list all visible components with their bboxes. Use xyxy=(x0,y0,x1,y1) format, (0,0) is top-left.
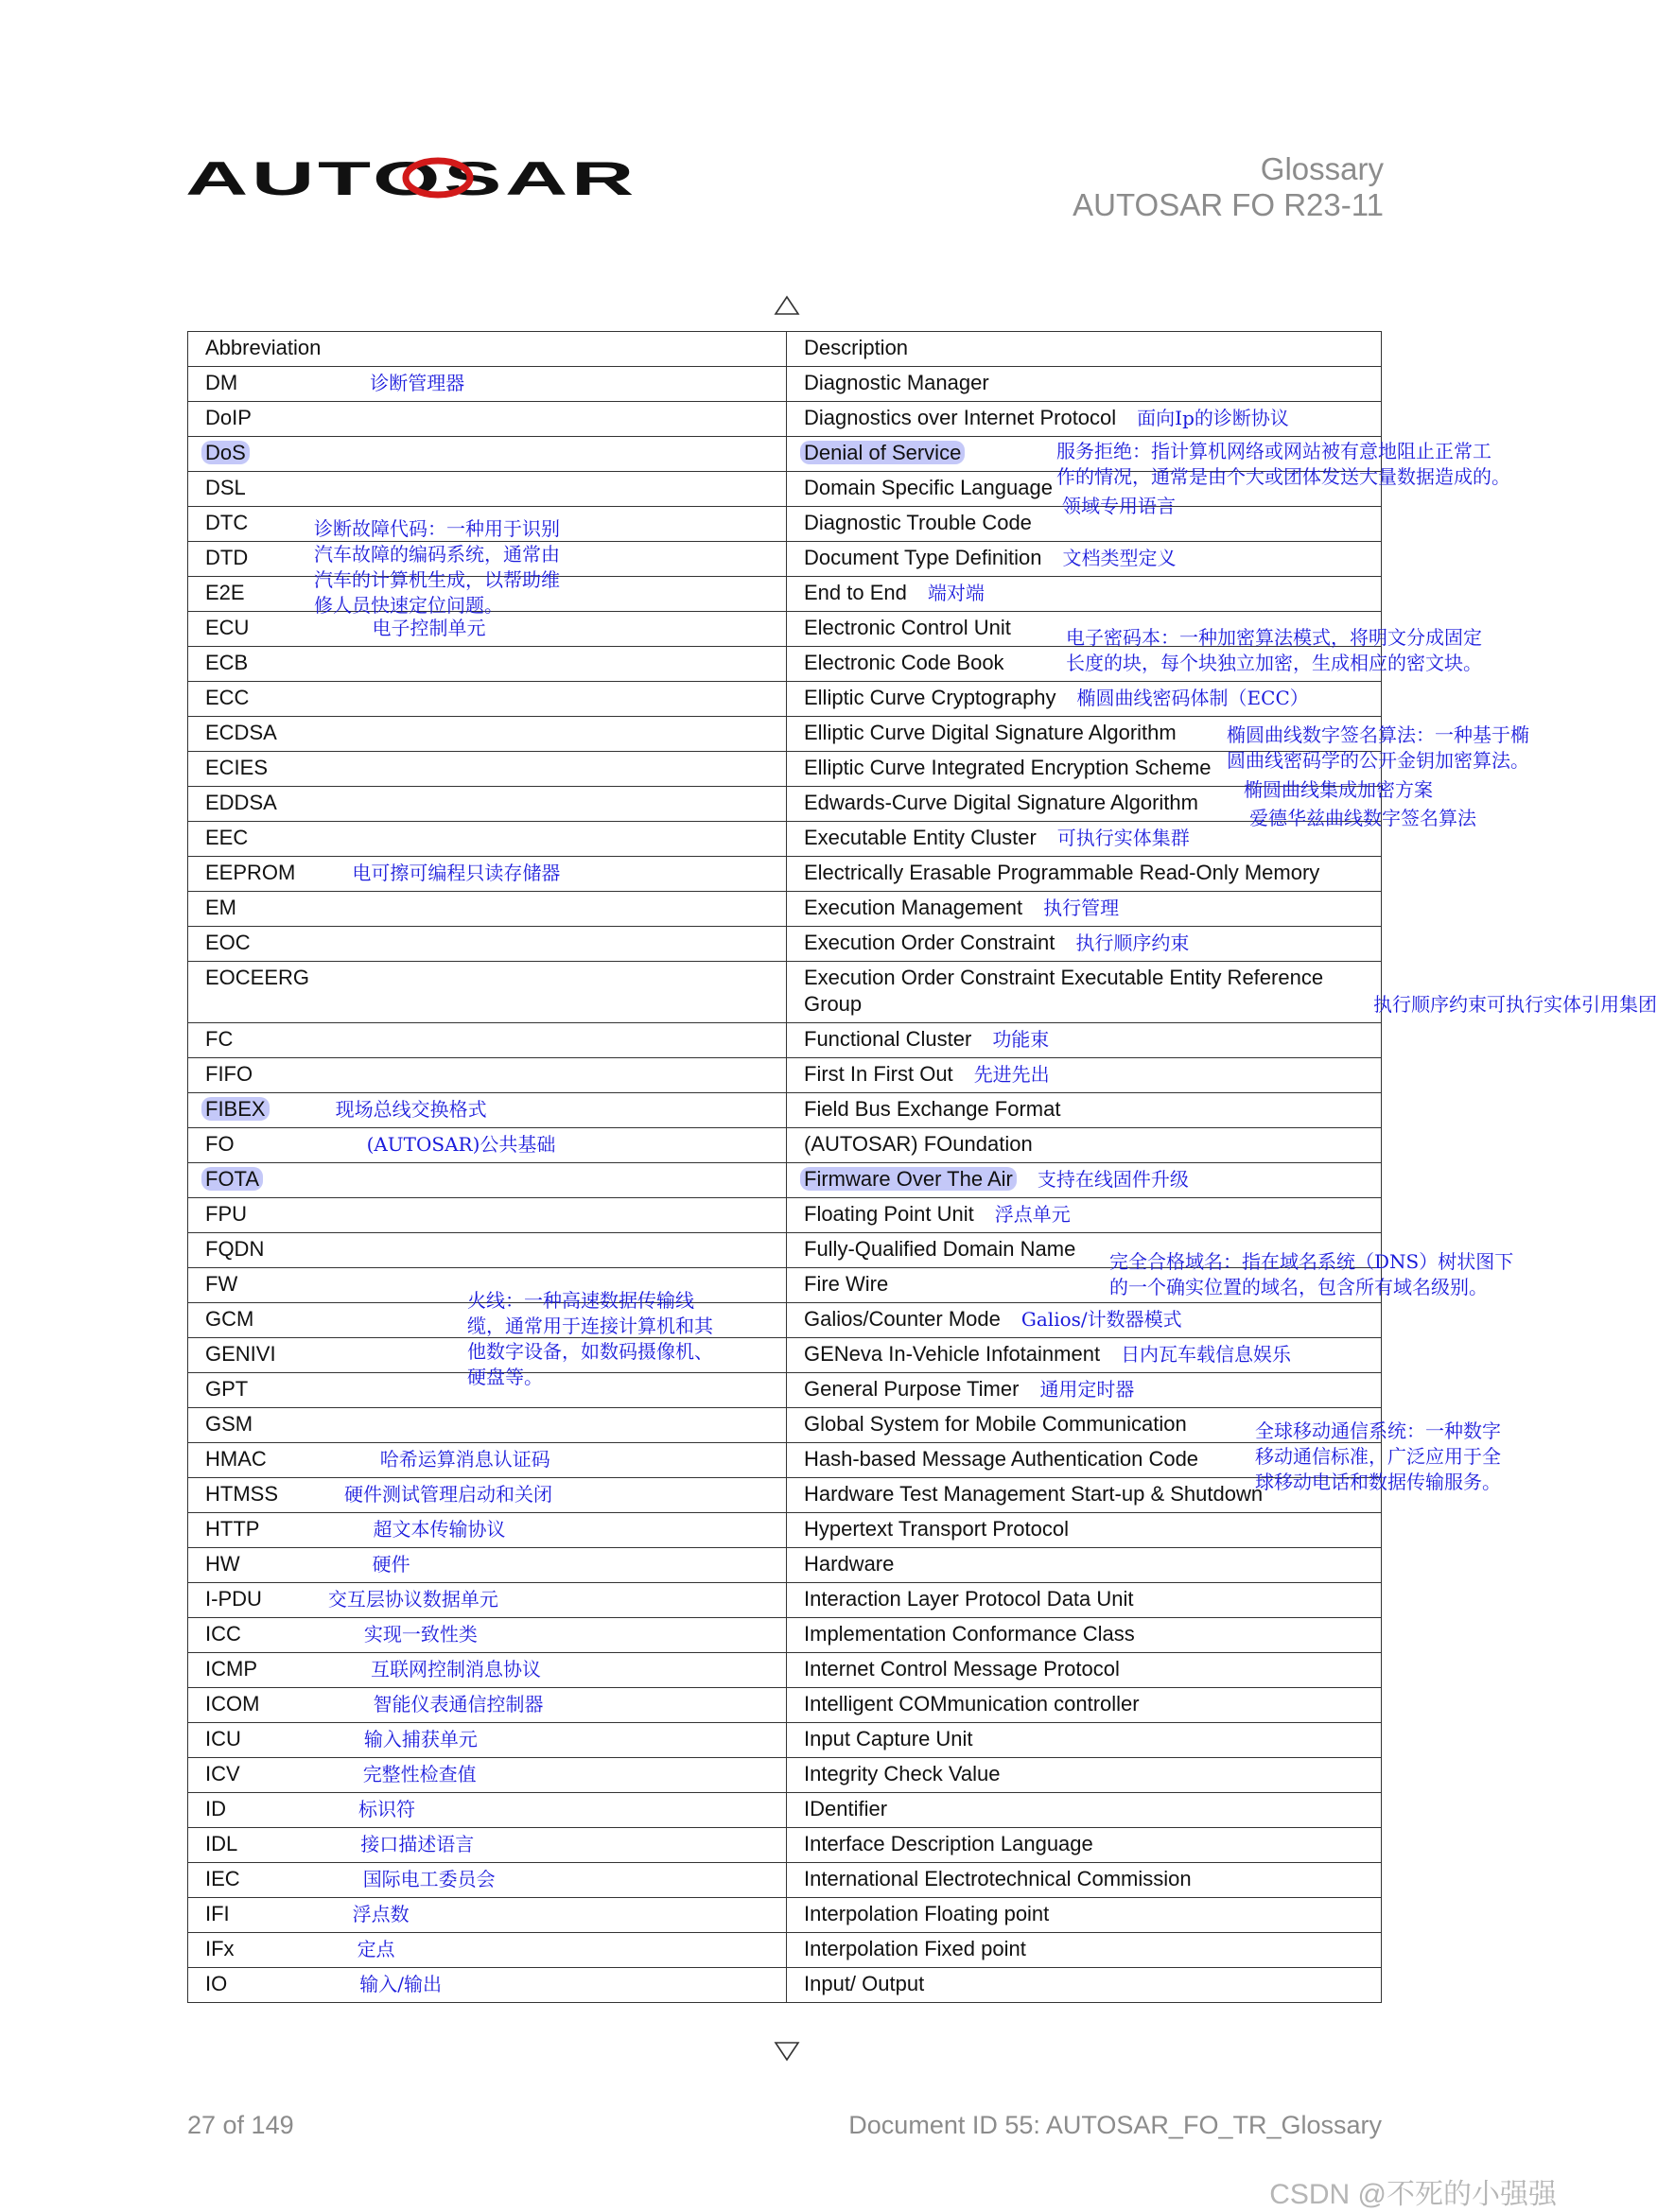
abbreviation-annotation: 输入/输出 xyxy=(359,1973,442,1995)
abbreviation-text: EEC xyxy=(205,826,249,849)
abbreviation-text: ECC xyxy=(205,686,250,709)
abbreviation-text: EDDSA xyxy=(205,791,277,814)
description-text: Electronic Code Book xyxy=(804,651,1004,674)
abbreviation-annotation: 标识符 xyxy=(358,1798,415,1820)
document-id: Document ID 55: AUTOSAR_FO_TR_Glossary xyxy=(848,2111,1382,2139)
triangle-down-icon xyxy=(774,2041,800,2062)
description-text: Interpolation Floating point xyxy=(804,1902,1050,1925)
table-row xyxy=(188,1023,1382,1058)
description-cell xyxy=(787,1548,1382,1583)
abbreviation-text: ECU xyxy=(205,616,250,639)
note-eddsa: 爱德华兹曲线数字签名算法 xyxy=(1249,807,1476,829)
description-cell xyxy=(787,1058,1382,1093)
table-row xyxy=(188,1408,1382,1443)
description-cell xyxy=(787,1513,1382,1548)
description-text: IDentifier xyxy=(804,1797,888,1820)
abbreviation-text: IO xyxy=(205,1972,228,1995)
abbreviation-annotation: 实现一致性类 xyxy=(363,1623,478,1646)
abbreviation-annotation: 国际电工委员会 xyxy=(362,1868,496,1890)
abbreviation-cell xyxy=(188,752,787,787)
abbreviation-cell xyxy=(188,1968,787,2003)
abbreviation-text: ECB xyxy=(205,651,249,674)
description-cell xyxy=(787,927,1382,962)
description-annotation: Galios/计数器模式 xyxy=(1020,1308,1182,1331)
table-row xyxy=(188,717,1382,752)
abbreviation-annotation: 硬件测试管理启动和关闭 xyxy=(344,1483,552,1506)
table-row xyxy=(188,1898,1382,1933)
abbreviation-cell xyxy=(188,1723,787,1758)
abbreviation-cell xyxy=(188,1548,787,1583)
abbreviation-cell xyxy=(188,927,787,962)
description-cell xyxy=(787,1933,1382,1968)
abbreviation-text: IDL xyxy=(205,1832,238,1855)
table-row xyxy=(188,1513,1382,1548)
abbreviation-text: EM xyxy=(205,896,236,919)
table-row xyxy=(188,1443,1382,1478)
description-text: Galios/Counter Mode xyxy=(804,1307,1001,1331)
abbreviation-cell xyxy=(188,1898,787,1933)
abbreviation-cell xyxy=(188,1653,787,1688)
description-text: Internet Control Message Protocol xyxy=(804,1657,1120,1681)
abbreviation-annotation: 接口描述语言 xyxy=(360,1833,475,1855)
abbreviation-cell xyxy=(188,1128,787,1163)
header-description: Description xyxy=(787,332,1382,367)
abbreviation-text: E2E xyxy=(205,581,245,604)
description-cell xyxy=(787,542,1382,577)
description-text: Execution Order Constraint xyxy=(804,931,1055,954)
table-row xyxy=(188,1338,1382,1373)
description-text: Hardware Test Management Start-up & Shutdown xyxy=(804,1482,1264,1506)
abbreviation-cell xyxy=(188,1618,787,1653)
abbreviation-cell xyxy=(188,1688,787,1723)
abbreviation-text: FOTA xyxy=(201,1167,263,1191)
abbreviation-text: FIBEX xyxy=(201,1097,270,1121)
table-row xyxy=(188,1303,1382,1338)
description-cell xyxy=(787,857,1382,892)
abbreviation-text: DSL xyxy=(205,476,246,499)
abbreviation-cell xyxy=(188,1583,787,1618)
description-annotation: 浮点单元 xyxy=(994,1203,1071,1226)
description-text: Interface Description Language xyxy=(804,1832,1093,1855)
autosar-logo xyxy=(185,152,639,205)
abbreviation-text: FIFO xyxy=(205,1062,253,1086)
abbreviation-text: ECIES xyxy=(205,756,269,779)
description-text: First In First Out xyxy=(804,1062,953,1086)
description-annotation: 面向Ip的诊断协议 xyxy=(1137,407,1289,429)
table-row xyxy=(188,787,1382,822)
note-fqdn: 完全合格域名：指在域名系统（DNS）树状图下 的一个确实位置的域名，包含所有域名级别。 xyxy=(1109,1250,1514,1298)
document-title-block xyxy=(1073,151,1384,223)
abbreviation-text: FC xyxy=(205,1027,234,1051)
abbreviation-cell xyxy=(188,1828,787,1863)
table-row xyxy=(188,1373,1382,1408)
table-row xyxy=(188,1093,1382,1128)
abbreviation-text: FPU xyxy=(205,1202,247,1226)
table-row xyxy=(188,1653,1382,1688)
description-cell xyxy=(787,1583,1382,1618)
description-text: Diagnostics over Internet Protocol xyxy=(804,406,1117,429)
description-annotation: 通用定时器 xyxy=(1039,1378,1135,1401)
abbreviation-text: ICC xyxy=(205,1622,241,1646)
abbreviation-cell xyxy=(188,1443,787,1478)
abbreviation-cell xyxy=(188,1163,787,1198)
description-cell xyxy=(787,1023,1382,1058)
description-annotation: 功能束 xyxy=(992,1028,1050,1051)
abbreviation-text: DTD xyxy=(205,546,249,569)
description-cell xyxy=(787,1373,1382,1408)
abbreviation-cell xyxy=(188,1198,787,1233)
description-text: General Purpose Timer xyxy=(804,1377,1020,1401)
description-cell xyxy=(787,962,1657,1023)
description-text: Edwards-Curve Digital Signature Algorithm xyxy=(804,791,1198,814)
abbreviation-cell xyxy=(188,1023,787,1058)
abbreviation-annotation: 电可擦可编程只读存储器 xyxy=(352,862,561,884)
description-cell xyxy=(787,1793,1382,1828)
page-number: 27 of 149 xyxy=(187,2111,294,2139)
abbreviation-cell xyxy=(188,1793,787,1828)
description-text: Field Bus Exchange Format xyxy=(804,1097,1061,1121)
abbreviation-text: EOCEERG xyxy=(205,966,310,989)
abbreviation-annotation: 智能仪表通信控制器 xyxy=(373,1693,544,1716)
abbreviation-cell xyxy=(188,1863,787,1898)
abbreviation-text: DTC xyxy=(205,511,249,534)
description-text: Elliptic Curve Integrated Encryption Scheme xyxy=(804,756,1212,779)
triangle-up-icon xyxy=(774,295,800,316)
abbreviation-cell xyxy=(188,682,787,717)
abbreviation-annotation: 定点 xyxy=(357,1938,395,1960)
abbreviation-text: HMAC xyxy=(205,1447,267,1471)
abbreviation-cell xyxy=(188,787,787,822)
abbreviation-cell xyxy=(188,1933,787,1968)
document-release: AUTOSAR FO R23-11 xyxy=(1073,187,1384,222)
header-abbreviation: Abbreviation xyxy=(188,332,787,367)
table-row xyxy=(188,1758,1382,1793)
note-ecies: 椭圆曲线集成加密方案 xyxy=(1244,778,1433,801)
abbreviation-cell xyxy=(188,1233,787,1268)
abbreviation-text: ICV xyxy=(205,1762,240,1785)
description-cell xyxy=(787,1828,1382,1863)
description-annotation: 先进先出 xyxy=(973,1063,1050,1086)
table-row xyxy=(188,1863,1382,1898)
description-text: Intelligent COMmunication controller xyxy=(804,1692,1140,1716)
abbreviation-cell xyxy=(188,437,787,472)
description-text: Hypertext Transport Protocol xyxy=(804,1517,1070,1541)
abbreviation-cell xyxy=(188,647,787,682)
abbreviation-text: DoS xyxy=(201,441,250,464)
abbreviation-text: ICU xyxy=(205,1727,241,1750)
description-cell xyxy=(787,1863,1382,1898)
abbreviation-cell xyxy=(188,857,787,892)
abbreviation-annotation: 诊断管理器 xyxy=(370,372,465,394)
abbreviation-cell xyxy=(188,892,787,927)
description-text: Integrity Check Value xyxy=(804,1762,1001,1785)
description-annotation: 支持在线固件升级 xyxy=(1037,1168,1189,1191)
description-text: Fire Wire xyxy=(804,1272,889,1296)
abbreviation-text: DoIP xyxy=(205,406,252,429)
table-row xyxy=(188,1478,1382,1513)
abbreviation-annotation: 交互层协议数据单元 xyxy=(327,1588,498,1611)
abbreviation-text: HW xyxy=(205,1552,240,1576)
description-cell xyxy=(787,367,1382,402)
description-text: Implementation Conformance Class xyxy=(804,1622,1135,1646)
description-cell xyxy=(787,1618,1382,1653)
note-dtc: 诊断故障代码：一种用于识别 汽车故障的编码系统，通常由 汽车的计算机生成，以帮助维 修人员快速定位问题。 xyxy=(314,517,560,617)
table-row xyxy=(188,1723,1382,1758)
table-row xyxy=(188,1163,1382,1198)
table-row xyxy=(188,1128,1382,1163)
note-gsm: 全球移动通信系统：一种数字 移动通信标准，广泛应用于全 球移动电话和数据传输服务。 xyxy=(1255,1420,1501,1493)
description-text: End to End xyxy=(804,581,907,604)
description-text: Firmware Over The Air xyxy=(800,1167,1017,1191)
abbreviation-text: EOC xyxy=(205,931,251,954)
description-cell xyxy=(787,1338,1382,1373)
abbreviation-text: EEPROM xyxy=(205,861,296,884)
description-cell xyxy=(787,1688,1382,1723)
table-row xyxy=(188,1548,1382,1583)
table-row xyxy=(188,1688,1382,1723)
description-cell xyxy=(787,1303,1382,1338)
description-cell xyxy=(787,1128,1382,1163)
abbreviation-text: FQDN xyxy=(205,1237,265,1261)
table-row xyxy=(188,962,1382,1023)
table-row xyxy=(188,1933,1382,1968)
abbreviation-annotation: 完整性检查值 xyxy=(362,1763,477,1785)
table-header-row xyxy=(188,332,1382,367)
note-ecdsa: 椭圆曲线数字签名算法：一种基于椭 圆曲线密码学的公开金钥加密算法。 xyxy=(1227,723,1529,772)
abbreviation-text: ECDSA xyxy=(205,721,277,744)
abbreviation-text: ICOM xyxy=(205,1692,260,1716)
csdn-watermark: CSDN @不死的小强强 xyxy=(1269,2179,1557,2210)
description-text: Interpolation Fixed point xyxy=(804,1937,1026,1960)
table-row xyxy=(188,1828,1382,1863)
abbreviation-text: HTMSS xyxy=(205,1482,278,1506)
table-row xyxy=(188,402,1382,437)
description-text: Denial of Service xyxy=(800,441,965,464)
abbreviation-text: GPT xyxy=(205,1377,249,1401)
description-cell xyxy=(787,682,1382,717)
table-row xyxy=(188,1198,1382,1233)
abbreviation-annotation: 电子控制单元 xyxy=(372,617,486,639)
description-text: Diagnostic Manager xyxy=(804,371,989,394)
description-annotation: 椭圆曲线密码体制（ECC） xyxy=(1076,687,1309,709)
description-text: Hash-based Message Authentication Code xyxy=(804,1447,1199,1471)
note-dsl: 领域专用语言 xyxy=(1062,495,1176,517)
abbreviation-text: FW xyxy=(205,1272,238,1296)
abbreviation-annotation: 超文本传输协议 xyxy=(373,1518,506,1541)
description-annotation: 执行顺序约束可执行实体引用集团 xyxy=(1373,993,1657,1016)
table-row xyxy=(188,892,1382,927)
description-cell xyxy=(787,1093,1382,1128)
abbreviation-annotation: 浮点数 xyxy=(352,1903,410,1925)
description-text: Domain Specific Language xyxy=(804,476,1053,499)
description-text: Electronic Control Unit xyxy=(804,616,1011,639)
description-cell xyxy=(787,1198,1382,1233)
table-row xyxy=(188,1583,1382,1618)
description-text: (AUTOSAR) FOundation xyxy=(804,1132,1033,1156)
abbreviation-cell xyxy=(188,1058,787,1093)
document-title: Glossary xyxy=(1260,151,1384,186)
abbreviation-cell xyxy=(188,822,787,857)
description-text: Elliptic Curve Cryptography xyxy=(804,686,1056,709)
description-text: Functional Cluster xyxy=(804,1027,972,1051)
autosar-logo-text: AUTOSAR xyxy=(185,152,637,205)
table-row xyxy=(188,682,1382,717)
table-row xyxy=(188,857,1382,892)
abbreviation-annotation: 现场总线交换格式 xyxy=(335,1098,487,1121)
description-cell xyxy=(787,1898,1382,1933)
table-row xyxy=(188,1793,1382,1828)
description-text: International Electrotechnical Commission xyxy=(804,1867,1192,1890)
description-annotation: 执行管理 xyxy=(1043,897,1120,919)
note-dos: 服务拒绝：指计算机网络或网站被有意地阻止正常工 作的情况，通常是由个大或团体发送大量数据造成的。 xyxy=(1056,440,1510,488)
description-cell xyxy=(787,1758,1382,1793)
abbreviation-text: GENIVI xyxy=(205,1342,276,1366)
abbreviation-cell xyxy=(188,367,787,402)
description-cell xyxy=(787,577,1382,612)
note-ecb: 电子密码本：一种加密算法模式，将明文分成固定 长度的块，每个块独立加密，生成相应的密文块。 xyxy=(1066,626,1482,674)
abbreviation-cell xyxy=(188,962,787,1023)
description-text: Diagnostic Trouble Code xyxy=(804,511,1032,534)
abbreviation-text: ID xyxy=(205,1797,226,1820)
description-text: Global System for Mobile Communication xyxy=(804,1412,1187,1436)
abbreviation-text: GCM xyxy=(205,1307,254,1331)
abbreviation-text: DM xyxy=(205,371,238,394)
description-annotation: 日内瓦车载信息娱乐 xyxy=(1121,1343,1292,1366)
table-row xyxy=(188,752,1382,787)
description-text: Elliptic Curve Digital Signature Algorithm xyxy=(804,721,1177,744)
description-text: Floating Point Unit xyxy=(804,1202,974,1226)
abbreviation-cell xyxy=(188,472,787,507)
abbreviation-cell xyxy=(188,717,787,752)
abbreviation-annotation: (AUTOSAR)公共基础 xyxy=(366,1133,556,1156)
note-fw: 火线：一种高速数据传输线 缆，通常用于连接计算机和其 他数字设备，如数码摄像机、 硬盘等。 xyxy=(467,1289,713,1388)
description-text: Execution Management xyxy=(804,896,1023,919)
abbreviation-text: I-PDU xyxy=(205,1587,262,1611)
abbreviation-text: FO xyxy=(205,1132,235,1156)
description-annotation: 可执行实体集群 xyxy=(1056,827,1190,849)
description-cell xyxy=(787,1163,1382,1198)
table-row xyxy=(188,367,1382,402)
abbreviation-cell xyxy=(188,1758,787,1793)
table-row xyxy=(188,1618,1382,1653)
description-annotation: 文档类型定义 xyxy=(1062,547,1177,569)
abbreviation-annotation: 输入捕获单元 xyxy=(363,1728,478,1750)
abbreviation-annotation: 互联网控制消息协议 xyxy=(371,1658,541,1681)
abbreviation-annotation: 硬件 xyxy=(372,1553,410,1576)
description-text: Execution Order Constraint Executable Entity Reference Group xyxy=(804,966,1324,1016)
description-cell xyxy=(787,1723,1382,1758)
abbreviation-text: HTTP xyxy=(205,1517,260,1541)
description-cell xyxy=(787,892,1382,927)
description-cell xyxy=(787,402,1382,437)
description-text: GENeva In-Vehicle Infotainment xyxy=(804,1342,1101,1366)
description-text: Hardware xyxy=(804,1552,895,1576)
table-row xyxy=(188,1968,1382,2003)
abbreviation-cell xyxy=(188,1093,787,1128)
description-cell xyxy=(787,1968,1382,2003)
description-text: Electrically Erasable Programmable Read-Only Memory xyxy=(804,861,1320,884)
abbreviation-text: GSM xyxy=(205,1412,253,1436)
description-text: Document Type Definition xyxy=(804,546,1042,569)
abbreviation-cell xyxy=(188,402,787,437)
description-annotation: 端对端 xyxy=(927,582,985,604)
abbreviation-text: IFx xyxy=(205,1937,235,1960)
description-text: Interaction Layer Protocol Data Unit xyxy=(804,1587,1134,1611)
abbreviation-text: IFI xyxy=(205,1902,230,1925)
abbreviation-text: ICMP xyxy=(205,1657,257,1681)
description-text: Executable Entity Cluster xyxy=(804,826,1037,849)
abbreviation-annotation: 哈希运算消息认证码 xyxy=(379,1448,550,1471)
description-cell xyxy=(787,1653,1382,1688)
table-row xyxy=(188,927,1382,962)
description-text: Input/ Output xyxy=(804,1972,925,1995)
description-annotation: 执行顺序约束 xyxy=(1075,932,1190,954)
abbreviation-cell xyxy=(188,1478,787,1513)
abbreviation-cell xyxy=(188,1408,787,1443)
table-row xyxy=(188,822,1382,857)
abbreviation-text: IEC xyxy=(205,1867,240,1890)
table-row xyxy=(188,1058,1382,1093)
abbreviation-cell xyxy=(188,1513,787,1548)
description-text: Input Capture Unit xyxy=(804,1727,973,1750)
description-text: Fully-Qualified Domain Name xyxy=(804,1237,1076,1261)
